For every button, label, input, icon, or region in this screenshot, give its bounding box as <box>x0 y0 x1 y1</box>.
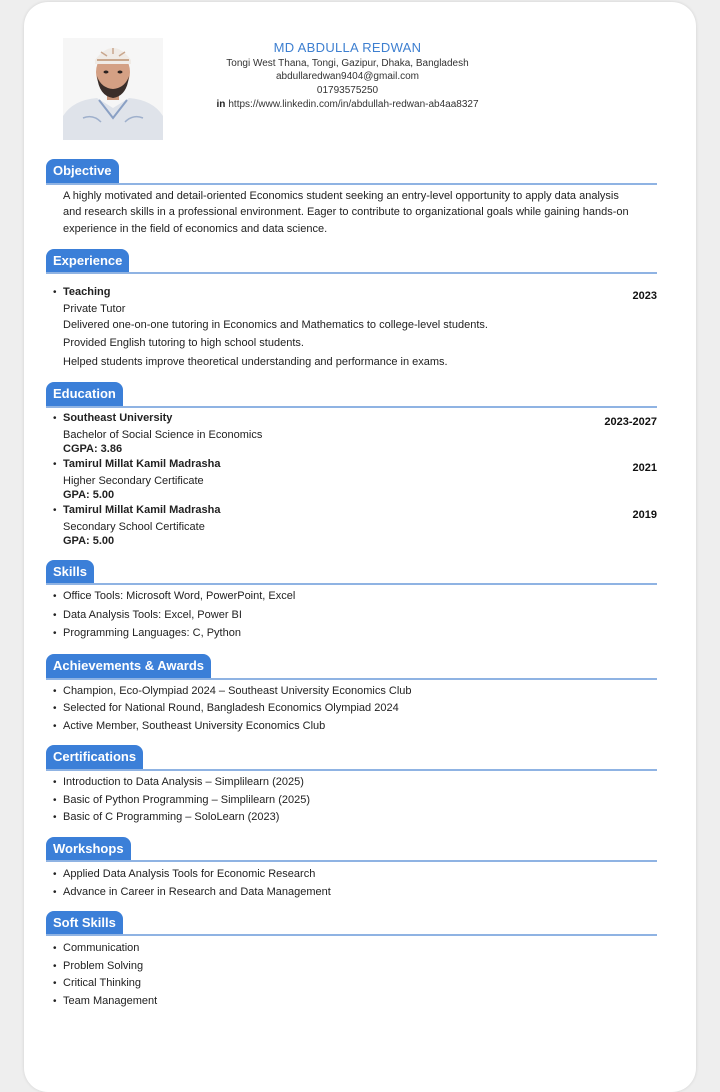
skill-item: Programming Languages: C, Python <box>63 627 241 639</box>
education-school: Tamirul Millat Kamil Madrasha <box>63 504 221 516</box>
bullet-icon: • <box>53 721 57 732</box>
education-degree: Secondary School Certificate <box>63 521 205 533</box>
section-title-workshops: Workshops <box>46 837 131 861</box>
bullet-icon: • <box>53 943 57 954</box>
divider <box>46 860 657 862</box>
bullet-icon: • <box>53 628 57 639</box>
soft-skill-item: Problem Solving <box>63 960 144 972</box>
bullet-icon: • <box>53 795 57 806</box>
bullet-icon: • <box>53 777 57 788</box>
achievement-item: Active Member, Southeast University Economics Club <box>63 720 326 732</box>
objective-text: A highly motivated and detail-oriented Economics student seeking an entry-level opportunity to apply data analysis and research skills in a professional environment. Eager to contribute to organizational goals while gaining hands-on experience in the field of economics and data science. <box>63 190 629 235</box>
achievement-item: Champion, Eco-Olympiad 2024 – Southeast University Economics Club <box>63 685 412 697</box>
experience-role: Teaching <box>63 286 111 298</box>
education-degree: Higher Secondary Certificate <box>63 475 204 487</box>
section-title-certifications: Certifications <box>46 745 143 769</box>
education-school: Tamirul Millat Kamil Madrasha <box>63 458 221 470</box>
soft-skill-item: Communication <box>63 942 140 954</box>
divider <box>46 934 657 936</box>
divider <box>46 272 657 274</box>
education-degree: Bachelor of Social Science in Economics <box>63 429 263 441</box>
experience-year: 2023 <box>632 290 657 302</box>
divider <box>46 583 657 585</box>
bullet-icon: • <box>53 413 57 424</box>
section-title-achievements: Achievements & Awards <box>46 654 211 678</box>
section-title-objective: Objective <box>46 159 119 183</box>
linkedin-url[interactable]: https://www.linkedin.com/in/abdullah-redwan-ab4aa8327 <box>228 99 479 110</box>
bullet-icon: • <box>53 591 57 602</box>
phone: 01793575250 <box>316 85 379 96</box>
candidate-name: MD ABDULLA REDWAN <box>273 40 422 55</box>
resume-page <box>24 2 696 1092</box>
bullet-icon: • <box>53 610 57 621</box>
email[interactable]: abdullaredwan9404@gmail.com <box>275 71 419 82</box>
bullet-icon: • <box>53 869 57 880</box>
certification-item: Introduction to Data Analysis – Simplilearn (2025) <box>63 776 304 788</box>
achievement-item: Selected for National Round, Bangladesh Economics Olympiad 2024 <box>63 702 399 714</box>
address: Tongi West Thana, Tongi, Gazipur, Dhaka, Bangladesh <box>226 58 469 69</box>
experience-org: Private Tutor <box>63 303 126 315</box>
education-year: 2021 <box>632 462 657 474</box>
education-grade: GPA: 5.00 <box>63 535 115 547</box>
workshop-item: Applied Data Analysis Tools for Economic Research <box>63 868 316 880</box>
experience-detail: Helped students improve theoretical understanding and performance in exams. <box>63 356 448 368</box>
education-grade: GPA: 5.00 <box>63 489 115 501</box>
soft-skill-item: Critical Thinking <box>63 977 142 989</box>
bullet-icon: • <box>53 703 57 714</box>
section-title-experience: Experience <box>46 249 129 273</box>
soft-skill-item: Team Management <box>63 995 158 1007</box>
bullet-icon: • <box>53 686 57 697</box>
bullet-icon: • <box>53 287 57 298</box>
bullet-icon: • <box>53 505 57 516</box>
bullet-icon: • <box>53 459 57 470</box>
bullet-icon: • <box>53 812 57 823</box>
skill-item: Data Analysis Tools: Excel, Power BI <box>63 609 242 621</box>
certification-item: Basic of Python Programming – Simplilearn (2025) <box>63 794 311 806</box>
section-title-skills: Skills <box>46 560 94 584</box>
linkedin-row[interactable] <box>200 99 495 110</box>
bullet-icon: • <box>53 996 57 1007</box>
divider <box>46 183 657 185</box>
education-year: 2023-2027 <box>604 416 657 428</box>
section-title-soft-skills: Soft Skills <box>46 911 123 935</box>
bullet-icon: • <box>53 887 57 898</box>
linkedin-icon: in <box>216 99 226 110</box>
education-grade: CGPA: 3.86 <box>63 443 123 455</box>
section-title-education: Education <box>46 382 123 406</box>
bullet-icon: • <box>53 961 57 972</box>
education-school: Southeast University <box>63 412 173 424</box>
education-year: 2019 <box>632 509 657 521</box>
skill-item: Office Tools: Microsoft Word, PowerPoint, Excel <box>63 590 296 602</box>
divider <box>46 769 657 771</box>
profile-photo <box>63 38 163 140</box>
experience-detail: Delivered one-on-one tutoring in Economics and Mathematics to college-level students. <box>63 319 488 331</box>
certification-item: Basic of C Programming – SoloLearn (2023) <box>63 811 280 823</box>
bullet-icon: • <box>53 978 57 989</box>
experience-detail: Provided English tutoring to high school students. <box>63 337 304 349</box>
divider <box>46 678 657 680</box>
workshop-item: Advance in Career in Research and Data Management <box>63 886 331 898</box>
divider <box>46 406 657 408</box>
